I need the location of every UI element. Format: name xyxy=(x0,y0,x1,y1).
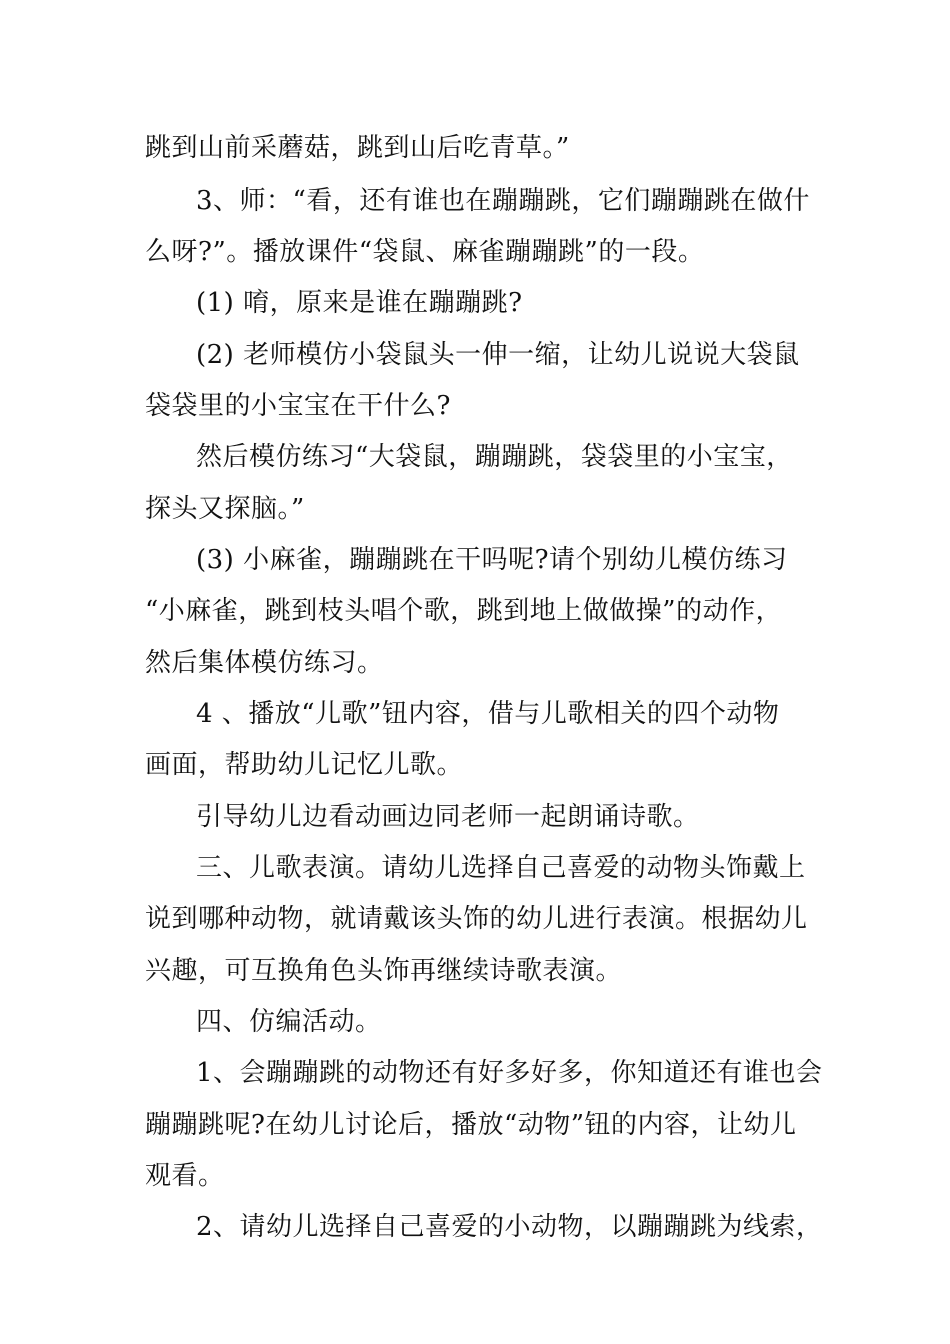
text-line-20: 蹦蹦跳呢?在幼儿讨论后，播放“动物”钮的内容，让幼儿 xyxy=(145,1110,797,1140)
text-line-19: 1、会蹦蹦跳的动物还有好多好多，你知道还有谁也会 xyxy=(196,1058,823,1088)
text-line-13: 画面，帮助幼儿记忆儿歌。 xyxy=(145,750,464,780)
text-line-9: (3) 小麻雀，蹦蹦跳在干吗呢?请个别幼儿模仿练习 xyxy=(196,545,788,575)
text-line-18: 四、仿编活动。 xyxy=(196,1007,382,1037)
text-line-8: 探头又探脑。” xyxy=(145,494,305,524)
text-line-14: 引导幼儿边看动画边同老师一起朗诵诗歌。 xyxy=(196,802,700,832)
text-line-5: (2) 老师模仿小袋鼠头一伸一缩，让幼儿说说大袋鼠 xyxy=(196,340,800,370)
text-line-22: 2、请幼儿选择自己喜爱的小动物，以蹦蹦跳为线索， xyxy=(196,1212,823,1242)
text-line-21: 观看。 xyxy=(145,1161,225,1191)
text-line-15: 三、儿歌表演。请幼儿选择自己喜爱的动物头饰戴上 xyxy=(196,853,806,883)
text-line-6: 袋袋里的小宝宝在干什么? xyxy=(145,391,451,421)
text-line-4: (1) 唷，原来是谁在蹦蹦跳? xyxy=(196,288,523,318)
text-line-17: 兴趣，可互换角色头饰再继续诗歌表演。 xyxy=(145,956,623,986)
text-line-16: 说到哪种动物，就请戴该头饰的幼儿进行表演。根据幼儿 xyxy=(145,904,808,934)
text-line-3: 么呀?”。播放课件“袋鼠、麻雀蹦蹦跳”的一段。 xyxy=(145,237,705,267)
text-line-1: 跳到山前采蘑菇，跳到山后吃青草。” xyxy=(145,133,570,163)
text-line-2: 3、师：“看，还有谁也在蹦蹦跳，它们蹦蹦跳在做什 xyxy=(196,186,810,216)
text-line-10: “小麻雀，跳到枝头唱个歌，跳到地上做做操”的动作， xyxy=(145,596,783,626)
text-line-11: 然后集体模仿练习。 xyxy=(145,648,384,678)
text-line-12: 4 、播放“儿歌”钮内容，借与儿歌相关的四个动物 xyxy=(196,699,780,729)
text-line-7: 然后模仿练习“大袋鼠，蹦蹦跳，袋袋里的小宝宝， xyxy=(196,442,793,472)
